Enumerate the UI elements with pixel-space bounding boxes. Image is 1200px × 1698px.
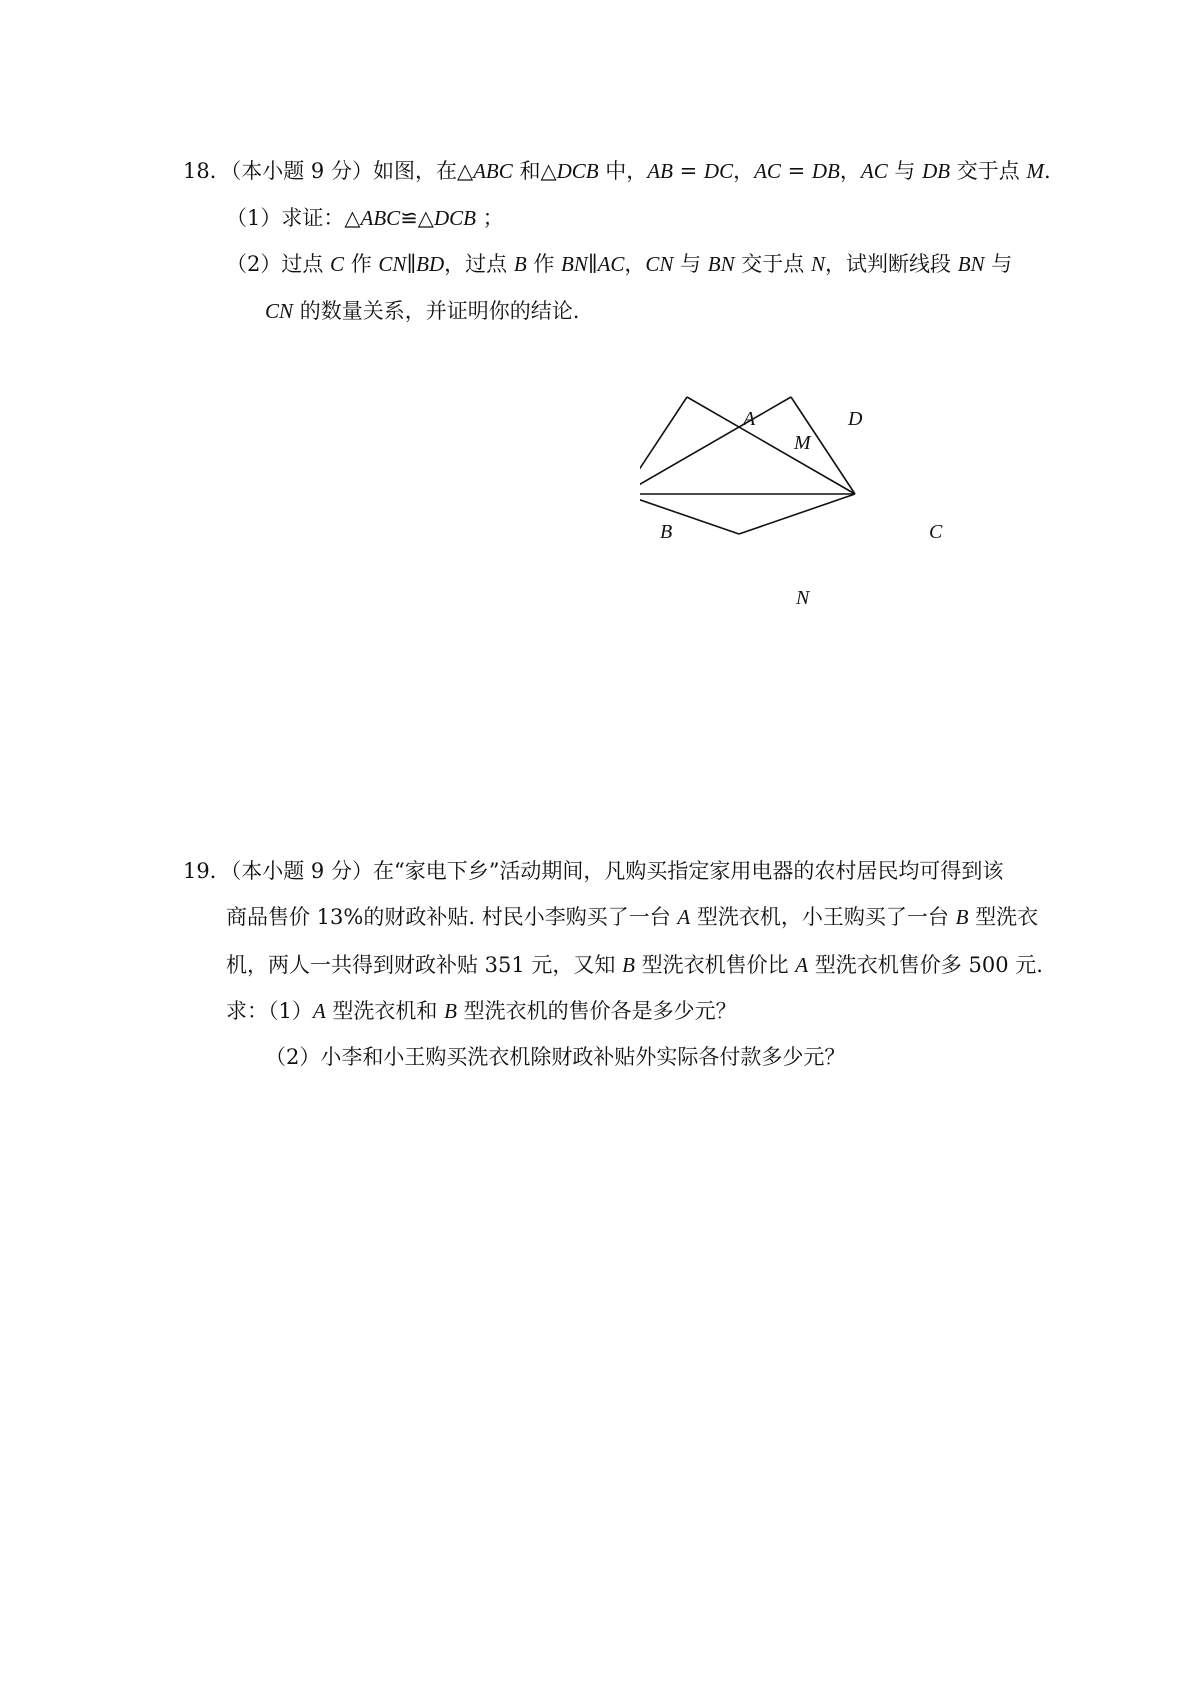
text-run: （2）过点 [226,252,331,276]
math-symbol: B [444,999,457,1023]
text-run: 型洗衣机和 [325,999,445,1023]
text-run: 型洗衣机售价比 [634,953,796,977]
q18-number: 18． [183,159,231,183]
label-A: A [743,408,756,430]
text-run: = [780,159,812,183]
segment-DC [791,397,855,494]
text-run: ，试判断线段 [825,252,958,276]
math-symbol: ABC [360,206,401,230]
math-symbol: BD [416,252,445,276]
math-symbol: DCB [556,159,599,183]
math-symbol: BN [561,252,588,276]
q19-line-1 [183,857,1003,885]
math-symbol: DC [703,159,734,183]
math-symbol: AC [860,159,888,183]
text-run: 在“家电下乡”活动期间，凡购买指定家用电器的农村居民均可得到该 [372,859,1004,883]
text-run: = [672,159,704,183]
math-symbol: N [810,252,825,276]
math-symbol: B [955,905,969,929]
text-run: ∥ [587,252,598,276]
math-symbol: A [795,953,809,977]
math-symbol: CN [645,252,674,276]
text-run: 型洗衣机售价多 500 元. [808,953,1043,977]
text-run: 作 [344,252,379,276]
math-symbol: DCB [433,206,476,230]
math-symbol: M [1026,159,1044,183]
text-run: 求：（1） [226,999,313,1023]
figure-segments [640,397,855,534]
text-run: ， [624,252,646,276]
text-run: 中， [598,159,648,183]
label-C: C [929,521,943,543]
q18-part-2-line-1 [226,250,1012,278]
text-run: ； [475,206,504,230]
segment-DB [640,397,791,494]
q18-line-1 [183,157,1051,185]
q18-score-note: （本小题 9 分） [230,159,373,183]
text-run: 机，两人一共得到财政补贴 351 元，又知 [226,953,623,977]
label-N: N [796,587,810,609]
text-run: 与 [984,252,1013,276]
math-symbol: ABC [473,159,513,183]
q19-ask-1 [226,997,737,1025]
math-symbol: AB [647,159,673,183]
q18-stem [373,159,1051,183]
math-symbol: DB [811,159,840,183]
math-symbol: BN [957,252,985,276]
label-B: B [660,521,673,543]
q19-number: 19． [183,859,231,883]
math-symbol: B [513,252,527,276]
segment-CN [739,494,855,534]
math-symbol: AC [754,159,781,183]
label-M: M [794,432,811,454]
q19-stem-1 [373,859,1003,883]
text-run: 与 [673,252,708,276]
math-symbol: C [330,252,345,276]
text-run: . [1043,159,1051,183]
text-run: 交于点 [734,252,811,276]
text-run: 交于点 [950,159,1027,183]
q19-ask-2 [265,1043,845,1071]
math-symbol: A [312,999,326,1023]
text-run: 和△ [512,159,557,183]
text-run: 型洗衣 [968,905,1039,929]
q19-score-note: （本小题 9 分） [230,859,373,883]
math-symbol: DB [922,159,951,183]
text-run: ，过点 [444,252,514,276]
segment-BN [640,494,739,534]
text-run: 商品售价 13%的财政补贴. 村民小李购买了一台 [226,905,678,929]
text-run: （1）求证：△ [226,206,361,230]
label-D: D [848,408,863,430]
text-run: 如图，在△ [372,159,474,183]
q19-line-3 [226,951,1043,979]
math-symbol: B [622,953,635,977]
math-symbol: BN [707,252,735,276]
text-run: ， [839,159,861,183]
text-run: 的数量关系，并证明你的结论. [293,299,580,323]
q18-part-2-line-2 [265,297,579,325]
text-run: 与 [887,159,923,183]
math-symbol: AC [597,252,625,276]
text-run: 型洗衣机，小王购买了一台 [690,905,956,929]
text-run: （2）小李和小王购买洗衣机除财政补贴外实际各付款多少元？ [265,1045,846,1069]
text-run: ， [733,159,755,183]
text-run: ∥ [406,252,417,276]
math-symbol: CN [265,299,294,323]
q18-part-1 [226,204,504,232]
text-run: ≌△ [400,206,434,230]
math-symbol: A [677,905,691,929]
segment-AC [687,397,855,494]
text-run: 型洗衣机的售价各是多少元？ [456,999,737,1023]
text-run: 作 [526,252,562,276]
math-symbol: CN [378,252,407,276]
q19-line-2 [226,903,1038,931]
geometry-figure [640,395,960,625]
